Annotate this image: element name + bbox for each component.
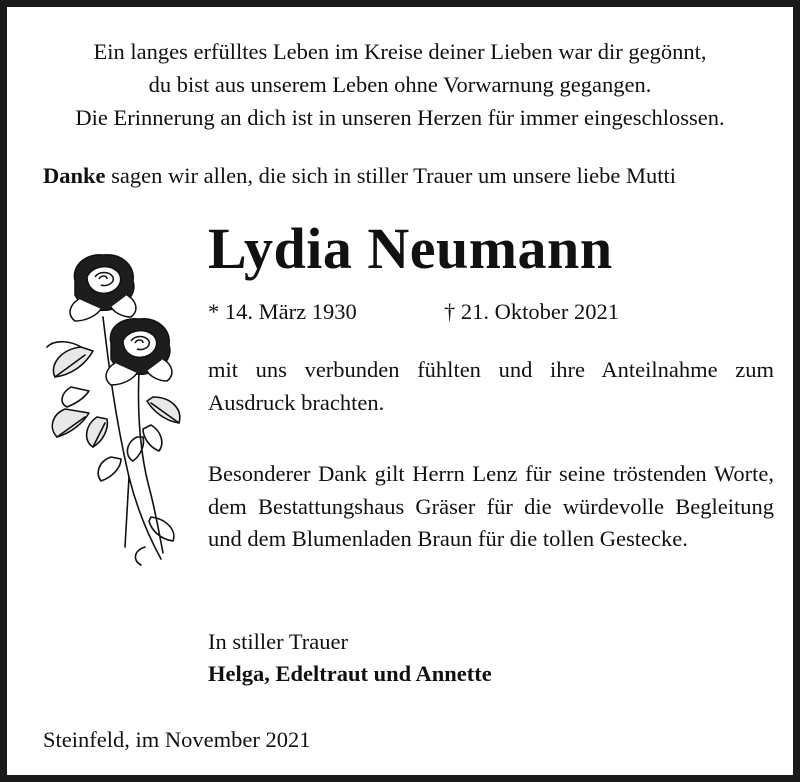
thanks-bold: Danke	[43, 163, 106, 188]
poem-line: Ein langes erfülltes Leben im Kreise deiner Lieben war dir gegönnt,	[93, 39, 707, 64]
deceased-name: Lydia Neumann	[208, 216, 613, 281]
birth-date: * 14. März 1930	[208, 299, 357, 324]
death-date: † 21. Oktober 2021	[444, 299, 619, 324]
poem	[17, 35, 783, 134]
roses-icon	[41, 247, 191, 567]
thanks-line	[43, 159, 676, 192]
poem-line: du bist aus unserem Leben ohne Vorwarnung gegangen.	[148, 72, 652, 97]
poem-line: Die Erinnerung an dich ist in unseren Herzen für immer eingeschlossen.	[75, 105, 725, 130]
thanks-rest: sagen wir allen, die sich in stiller Trauer um unsere liebe Mutti	[105, 163, 677, 188]
signature-names: Helga, Edeltraut und Annette	[208, 661, 492, 686]
thanks-paragraph: mit uns verbunden fühlten und ihre Anteilnahme zum Ausdruck brachten.	[208, 357, 774, 415]
signature-label: In stiller Trauer	[208, 629, 348, 654]
special-thanks-paragraph: Besonderer Dank gilt Herrn Lenz für seine tröstenden Worte, dem Bestattungshaus Gräser für die würdevolle Begleitung und dem Blumenladen Braun für die tollen Gestecke.	[208, 461, 774, 551]
place-date: Steinfeld, im November 2021	[43, 727, 311, 752]
